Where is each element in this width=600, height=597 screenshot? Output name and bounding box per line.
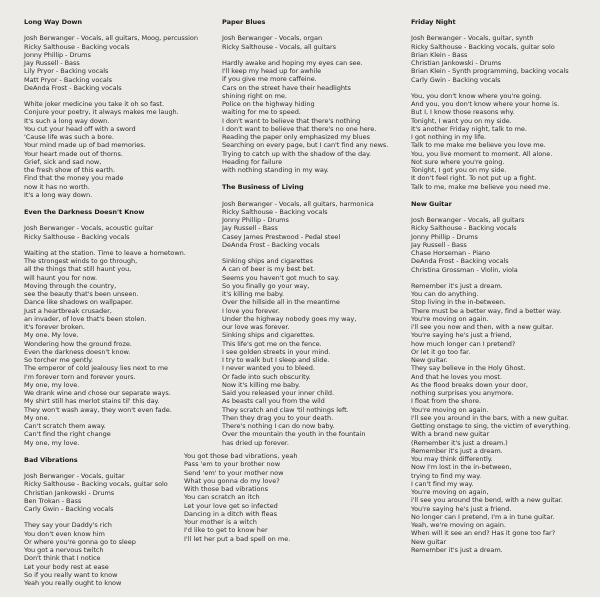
lyric-line: Tonight, I got you on my side. bbox=[411, 166, 507, 174]
lyric-line: I try to walk but I sleep and slide. bbox=[222, 356, 330, 364]
lyric-line: Remember it's just a dream. bbox=[411, 446, 503, 455]
lyric-line: I'm forever torn and forever yours. bbox=[24, 372, 136, 381]
credit-line: DeAnda Frost - Backing vocals bbox=[24, 83, 122, 92]
lyric-line: There's nothing I can do now baby. bbox=[222, 422, 335, 430]
credit-line: Lily Pryor - Backing vocals bbox=[24, 67, 109, 76]
lyric-line: the fresh show of this earth. bbox=[24, 166, 115, 174]
lyric-line: I'll let her put a bad spell on me. bbox=[184, 534, 291, 543]
lyric-line: with nothing standing in my way. bbox=[222, 166, 329, 174]
credit-line: Jonny Phillip - Drums bbox=[411, 232, 478, 241]
credit-line: Carly Gwin - Backing vocals bbox=[411, 75, 501, 84]
lyric-line: Find that the money you made bbox=[24, 174, 124, 183]
credit-line: Carly Gwin - Backing vocals bbox=[24, 505, 114, 513]
lyric-line: Under the highway nobody goes my way, bbox=[222, 314, 357, 323]
lyric-line: The strongest winds to go through, bbox=[24, 257, 138, 265]
song-long-way-down bbox=[24, 18, 198, 199]
lyric-line: No longer can I pretend, I'm a in tune guitar. bbox=[411, 512, 555, 521]
song-title: The Business of Living bbox=[222, 183, 304, 192]
lyric-line: We drank wine and chose our separate ways. bbox=[24, 389, 171, 397]
lyric-line: Conjure your poetry, it always makes me laugh. bbox=[24, 108, 179, 117]
lyric-line: how much longer can I pretend? bbox=[411, 339, 516, 348]
lyric-line: 'Cause life was such a bore. bbox=[24, 133, 114, 141]
lyric-line: Your heart made out of thorns. bbox=[24, 149, 123, 158]
lyric-line: With those bad vibrations bbox=[184, 485, 269, 493]
song-title: Friday Night bbox=[411, 18, 456, 26]
lyric-line: New guitar. bbox=[411, 356, 448, 364]
lyric-line: Over the mountain the youth in the fountain bbox=[222, 430, 366, 439]
lyric-line: This life's got me on the fence. bbox=[222, 339, 322, 348]
credit-line: Josh Berwanger - Vocals, all guitars bbox=[411, 216, 525, 224]
song-title: Even the Darkness Doesn't Know bbox=[24, 208, 145, 216]
lyric-line: Said you released your inner child. bbox=[222, 389, 335, 397]
credit-line: Casey James Prestwood - Pedal steel bbox=[222, 232, 341, 241]
lyric-line: i'll see you around the bend, with a new guitar. bbox=[411, 496, 563, 505]
lyric-line: You can do anything. bbox=[411, 290, 479, 298]
lyric-line: You're saying he's just a friend, bbox=[411, 331, 512, 340]
song-even-the-darkness-doesn-t-know bbox=[24, 208, 198, 447]
lyric-line: waiting for me to speed. bbox=[222, 108, 301, 117]
lyric-line: So torcher me gently. bbox=[24, 356, 94, 364]
credit-line: Ricky Salthouse - Backing vocals bbox=[24, 42, 130, 51]
lyric-line: see the beauty that's been unseen. bbox=[24, 290, 139, 298]
song-the-business-of-living bbox=[222, 183, 388, 447]
lyric-line: Wondering how the ground froze. bbox=[24, 339, 132, 348]
credit-line: Ricky Salthouse - Vocals, all guitars bbox=[222, 42, 336, 51]
lyric-line: I don't want to believe that there's nothing bbox=[222, 116, 361, 125]
lyric-line: Then they drag you to your death. bbox=[222, 413, 334, 422]
lyric-line: Grief, sick and sad now, bbox=[24, 157, 102, 166]
song-new-guitar bbox=[411, 200, 570, 554]
lyric-line: nothing surprises you anymore. bbox=[411, 389, 514, 397]
song-bad-vibrations bbox=[24, 456, 198, 588]
lyric-line: Don't think that I notice bbox=[24, 554, 101, 563]
credit-line: Ricky Salthouse - Backing vocals bbox=[222, 207, 328, 216]
lyric-line: My shirt still has merlot stains til' this day. bbox=[24, 397, 160, 406]
credit-line: Jay Russell - Bass bbox=[411, 240, 467, 249]
lyric-line: It's a long way down. bbox=[24, 190, 93, 199]
lyric-line: an invader, of love that's been stolen. bbox=[24, 314, 147, 323]
lyric-line: My one, my love. bbox=[24, 438, 80, 447]
lyric-line: Cars on the street have their headlights bbox=[222, 83, 351, 92]
lyric-line: They won't wash away, they won't even fade. bbox=[24, 405, 172, 414]
lyric-line: Moving through the country, bbox=[24, 281, 117, 290]
lyric-line: Dancing in a ditch with fleas bbox=[184, 509, 278, 518]
lyric-line: Yeah, we're moving on again. bbox=[411, 521, 506, 529]
lyric-line: I don't want to believe that there's no one here. bbox=[222, 124, 377, 133]
credit-line: Jay Russell - Bass bbox=[222, 224, 278, 233]
lyric-line: (Remember it's just a dream.) bbox=[411, 438, 508, 447]
lyric-line: now it has no worth. bbox=[24, 182, 90, 191]
lyric-line: You cut your head off with a sword bbox=[24, 124, 136, 133]
lyric-line: Can't scratch them away. bbox=[24, 422, 106, 430]
lyric-line: The emperor of cold jealousy lies next to me bbox=[24, 364, 169, 373]
lyric-line: Now I'm lost in the in-between, bbox=[411, 463, 512, 472]
lyric-line: Over the hillside all in the meantime bbox=[222, 298, 340, 307]
lyric-line: Your mind made up of bad memories. bbox=[24, 141, 146, 150]
credit-line: DeAnda Frost - Backing vocals bbox=[222, 240, 320, 249]
song-title: Paper Blues bbox=[222, 18, 266, 26]
credit-line: Jonny Phillip - Drums bbox=[222, 216, 289, 224]
lyric-line: They say your Daddy's rich bbox=[24, 521, 112, 530]
lyric-line: New guitar bbox=[411, 537, 447, 546]
credit-line: Christina Grossman - Violin, viola bbox=[411, 265, 518, 274]
lyric-line: Seems you haven't got much to say. bbox=[222, 273, 340, 282]
lyric-line: Or fade into such obscurity. bbox=[222, 372, 311, 381]
lyric-line: You're saying he's just a friend. bbox=[411, 504, 512, 513]
lyric-line: Or let it go too far. bbox=[411, 347, 471, 356]
lyric-line: So you finally go your way, bbox=[222, 281, 310, 290]
lyric-line: White joker medicine you take it oh so fast. bbox=[24, 100, 165, 108]
bad-vibrations-lyrics-continued bbox=[184, 452, 298, 543]
lyric-line: I never wanted you to bleed. bbox=[222, 364, 315, 373]
lyric-line: trying to find my way. bbox=[411, 471, 482, 480]
lyric-line: Now it's killing me baby. bbox=[222, 380, 301, 389]
song-title: Long Way Down bbox=[24, 18, 83, 26]
lyric-line: Talk to me make me believe you love me. bbox=[411, 141, 546, 150]
song-title: Bad Vibrations bbox=[24, 455, 78, 464]
lyric-line: Dance like shadows on wallpaper. bbox=[24, 298, 133, 307]
lyric-line: And you, you don't know where your home is. bbox=[411, 100, 560, 108]
lyric-line: if you give me more caffeine. bbox=[222, 75, 317, 84]
lyric-line: our love was forever. bbox=[222, 323, 290, 331]
lyric-line: Talk to me, make me believe you need me. bbox=[411, 182, 551, 191]
lyric-line: I'll see you around in the bars, with a new guitar. bbox=[411, 413, 569, 422]
lyric-line: There must be a better way, find a better way. bbox=[411, 306, 562, 315]
credit-line: Ricky Salthouse - Backing vocals bbox=[411, 224, 517, 233]
credit-line: Josh Berwanger - Vocals, guitar bbox=[24, 472, 125, 480]
lyric-line: Police on the highway hiding bbox=[222, 100, 315, 108]
lyric-line: Your mother is a witch bbox=[184, 518, 257, 526]
lyric-line: What you gonna do my love? bbox=[184, 476, 280, 485]
lyric-line: Remember it's just a dream. bbox=[411, 281, 503, 290]
lyric-line: has dried up forever. bbox=[222, 438, 289, 447]
lyric-line: You don't even know him bbox=[24, 529, 105, 538]
credit-line: Chase Horseman - Piano bbox=[411, 249, 491, 257]
lyric-line: Can't find the right change bbox=[24, 430, 111, 439]
credit-line: Ben Trokan - Bass bbox=[24, 496, 82, 505]
lyric-line: Sinking ships and cigarettes. bbox=[222, 331, 315, 340]
lyric-line: Send 'em' to your mother now bbox=[184, 468, 284, 477]
credit-line: Christian Jankowski - Drums bbox=[24, 488, 115, 497]
credit-line: DeAnda Frost - Backing vocals bbox=[411, 257, 509, 266]
lyric-line: It don't feel right. To not put up a fight. bbox=[411, 174, 537, 183]
lyric-line: But I, I know those reasons why. bbox=[411, 108, 515, 117]
column-left bbox=[24, 18, 198, 587]
lyric-line: I can't find my way. bbox=[411, 479, 474, 488]
lyric-line: Just a heartbreak crusader, bbox=[24, 306, 112, 315]
lyric-line: You're moving on again, bbox=[411, 488, 489, 496]
song-paper-blues bbox=[222, 18, 388, 174]
lyric-line: all the things that still haunt you, bbox=[24, 265, 132, 274]
lyric-line: Or where you're gonna go to sleep bbox=[24, 537, 136, 546]
lyric-line: As the flood breaks down your door, bbox=[411, 380, 528, 389]
lyric-line: You, you live moment to moment. All alone. bbox=[411, 149, 553, 158]
lyric-line: Sinking ships and cigarettes bbox=[222, 257, 313, 265]
song-title: New Guitar bbox=[411, 199, 452, 208]
lyric-line: It's such a long way down. bbox=[24, 116, 110, 125]
lyric-line: So if you really want to know bbox=[24, 570, 118, 579]
song-friday-night bbox=[411, 18, 570, 191]
lyric-line: it's killing me baby. bbox=[222, 290, 284, 298]
lyric-line: Let your body rest at ease bbox=[24, 562, 109, 571]
credit-line: Josh Berwanger - Vocals, guitar, synth bbox=[411, 34, 534, 43]
lyric-line: My one. My love. bbox=[24, 331, 79, 340]
lyric-line: I'll keep my head up for awhile bbox=[222, 67, 322, 75]
lyric-line: You got a nervous twitch bbox=[24, 546, 104, 554]
lyric-line: i'll see you now and then, with a new guitar. bbox=[411, 323, 554, 331]
column-right bbox=[411, 18, 570, 554]
lyric-line: Let your love get so infected bbox=[184, 501, 278, 510]
credit-line: Jonny Phillip - Drums bbox=[24, 50, 91, 59]
lyric-line: A can of beer is my best bet. bbox=[222, 265, 316, 274]
lyric-line: Pass 'em to your brother now bbox=[184, 460, 281, 469]
credit-line: Ricky Salthouse - Backing vocals, guitar solo bbox=[24, 480, 168, 489]
lyric-line: You, you don't know where you're going. bbox=[411, 91, 542, 100]
credit-line: Josh Berwanger - Vocals, all guitars, harmonica bbox=[222, 199, 374, 208]
lyric-line: When will it see an end? Has it gone too far? bbox=[411, 529, 556, 538]
lyric-line: My one. bbox=[24, 413, 50, 422]
lyric-line: shining right on me. bbox=[222, 91, 287, 100]
credit-line: Christian Jankowski - Drums bbox=[411, 59, 502, 67]
credit-line: Brian Klein - Synth programming, backing vocals bbox=[411, 67, 569, 76]
lyric-line: Trying to catch up with the shadow of the day. bbox=[222, 149, 371, 158]
credit-line: Ricky Salthouse - Backing vocals bbox=[24, 232, 130, 241]
lyric-line: As beasts call you from the wild bbox=[222, 397, 325, 406]
credit-line: Ricky Salthouse - Backing vocals, guitar solo bbox=[411, 42, 555, 51]
lyric-line: Searching on every page, but I can't find any news. bbox=[222, 141, 389, 150]
lyric-line: You can scratch an itch bbox=[184, 493, 260, 502]
lyric-line: You may think differently. bbox=[411, 455, 493, 463]
lyric-line: They scratch and claw 'til nothings left. bbox=[222, 405, 349, 414]
lyric-line: Remember it's just a dream. bbox=[411, 545, 503, 554]
lyric-line: You got those bad vibrations, yeah bbox=[184, 452, 298, 460]
lyric-line: With a brand new guitar bbox=[411, 430, 490, 439]
lyric-line: Not sure where you're going. bbox=[411, 157, 505, 166]
credit-line: Matt Pryor - Backing vocals bbox=[24, 75, 112, 84]
lyric-line: Getting onstage to sing, the victim of everything. bbox=[411, 422, 571, 430]
lyric-line: My one, my love. bbox=[24, 380, 80, 389]
lyric-line: It's forever broken. bbox=[24, 323, 85, 331]
lyric-line: Even the darkness doesn't know. bbox=[24, 347, 131, 356]
column-middle bbox=[222, 18, 388, 447]
lyric-line: Waiting at the station. Time to leave a hometown. bbox=[24, 248, 186, 257]
lyric-line: I love you forever. bbox=[222, 306, 280, 315]
lyric-line: Hardly awake and hoping my eyes can see. bbox=[222, 58, 363, 67]
lyric-line: Stop living in the in-between. bbox=[411, 298, 506, 307]
credit-line: Brian Klein - Bass bbox=[411, 50, 468, 59]
lyric-line: will haunt you for now. bbox=[24, 273, 98, 282]
lyric-line: They say believe in the Holy Ghost. bbox=[411, 364, 526, 373]
lyric-line: I got nothing in my life. bbox=[411, 133, 487, 141]
lyric-line: I see golden streets in your mind. bbox=[222, 347, 331, 356]
credit-line: Jay Russell - Bass bbox=[24, 59, 80, 67]
lyric-line: Reading the paper only emphasized my blues bbox=[222, 133, 370, 141]
lyric-line: You're moving on again. bbox=[411, 405, 489, 414]
lyric-line: I'd like to get to know her bbox=[184, 526, 268, 535]
lyric-line: And that he loves you most. bbox=[411, 372, 502, 381]
lyric-line: Heading for failure bbox=[222, 157, 283, 166]
credit-line: Josh Berwanger - Vocals, acoustic guitar bbox=[24, 224, 154, 233]
lyric-line: It's another Friday night, talk to me. bbox=[411, 124, 527, 133]
credit-line: Josh Berwanger - Vocals, organ bbox=[222, 34, 323, 43]
lyric-line: Yeah you really ought to know bbox=[24, 579, 122, 587]
credit-line: Josh Berwanger - Vocals, all guitars, Moog, percussion bbox=[24, 34, 198, 43]
lyric-line: Tonight, I want you on my side. bbox=[411, 116, 512, 125]
lyric-line: I float from the shore. bbox=[411, 397, 482, 406]
lyric-line: You're moving on again. bbox=[411, 314, 489, 323]
